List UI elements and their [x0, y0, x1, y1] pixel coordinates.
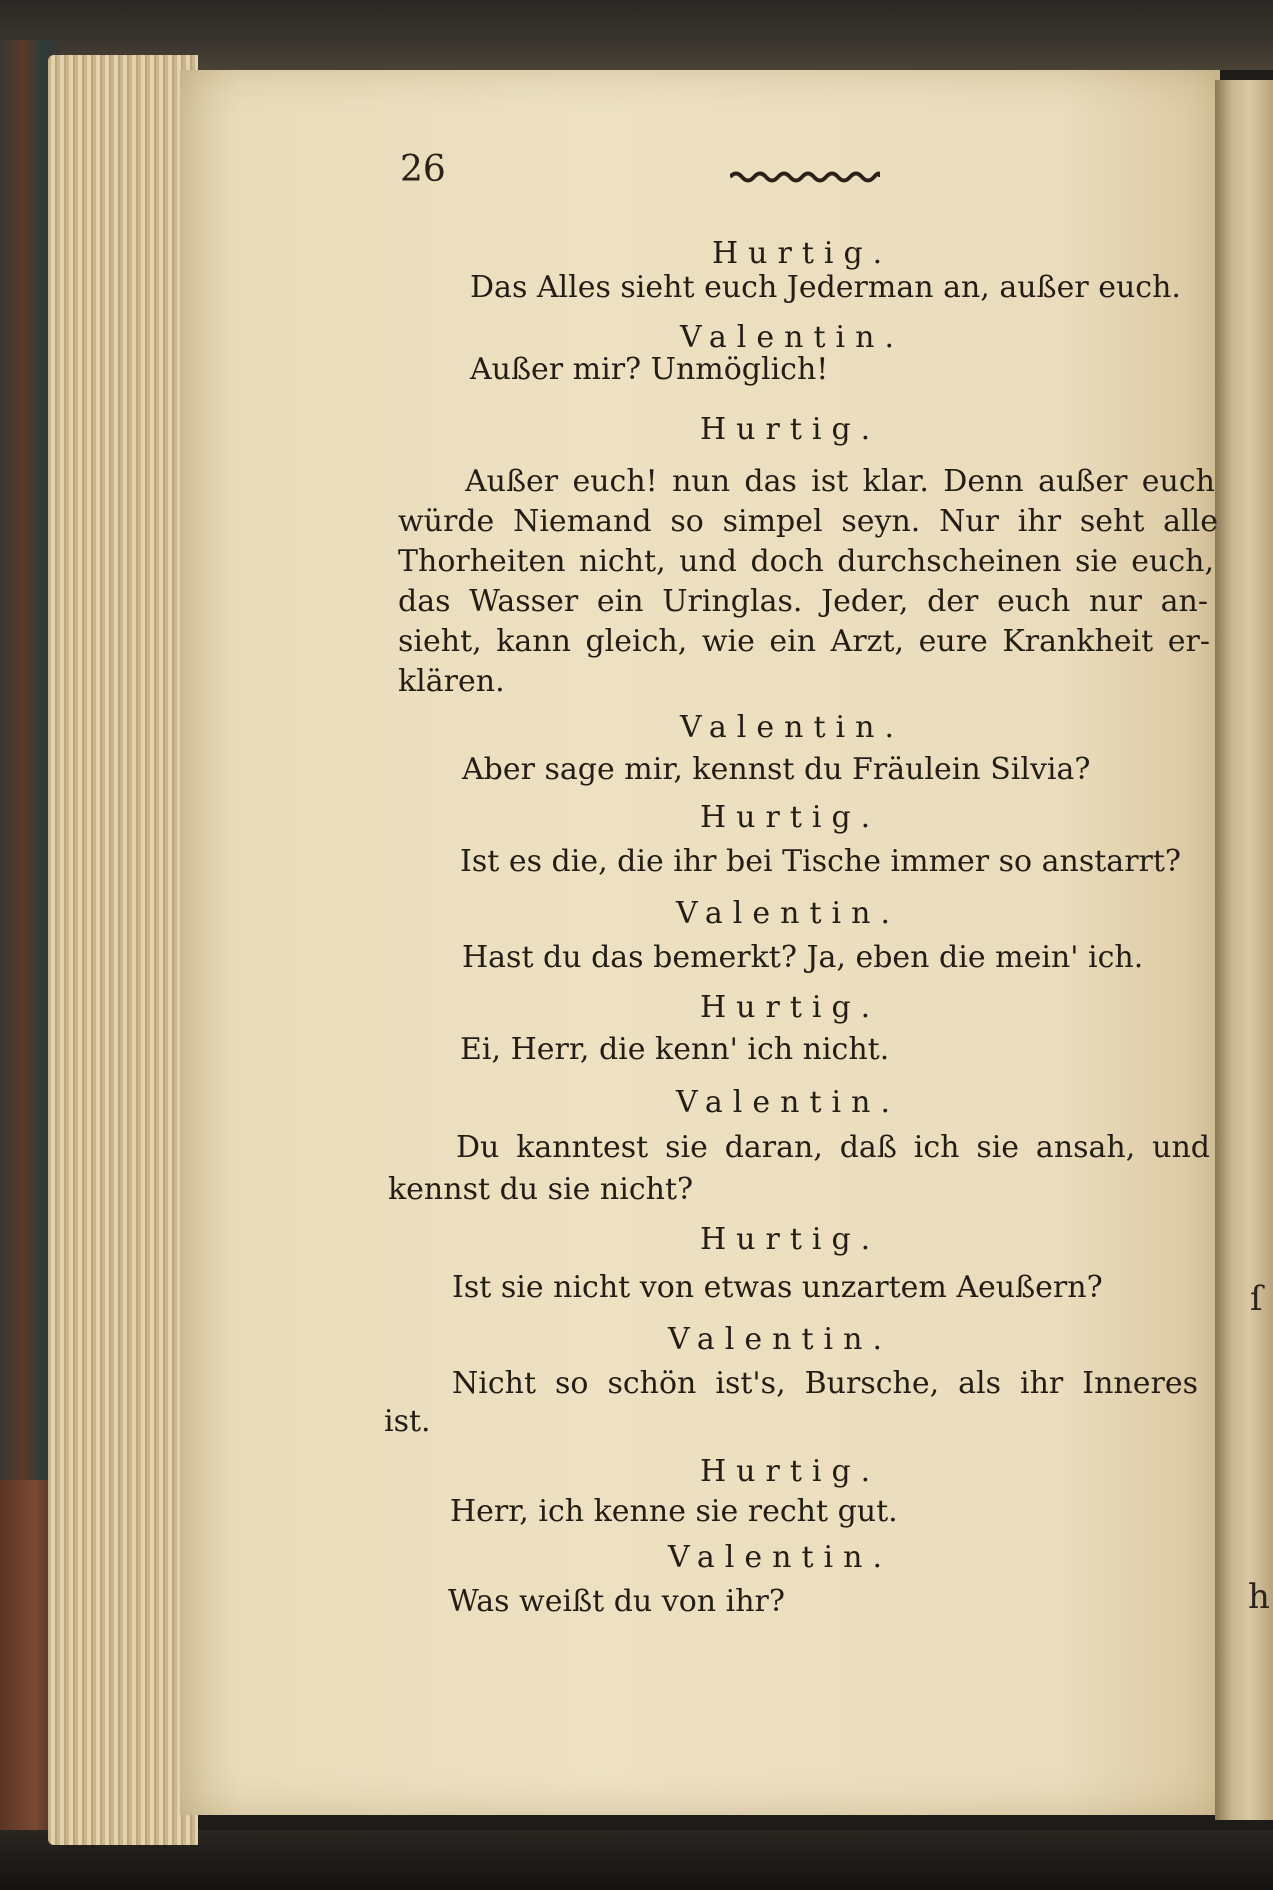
- speaker-name: Valentin.: [680, 320, 904, 355]
- speaker-name: Hurtig.: [700, 800, 881, 835]
- text-line: kennst du sie nicht?: [388, 1172, 694, 1207]
- facing-page-edge: [1215, 80, 1273, 1820]
- text-line: das Wasser ein Uringlas. Jeder, der euch nur an-: [398, 584, 1208, 619]
- bleed-through-glyph: h: [1248, 1577, 1270, 1617]
- speaker-name: Hurtig.: [700, 412, 881, 447]
- speaker-name: Hurtig.: [700, 1454, 881, 1489]
- text-line: Du kanntest sie daran, daß ich sie ansah, und: [456, 1130, 1210, 1165]
- speaker-name: Valentin.: [668, 1540, 892, 1575]
- text-line: Ist sie nicht von etwas unzartem Aeußern?: [452, 1270, 1103, 1305]
- text-line: Was weißt du von ihr?: [448, 1584, 785, 1619]
- bleed-through-glyph: ſ: [1250, 1279, 1263, 1319]
- text-line: Das Alles sieht euch Jederman an, außer euch.: [470, 270, 1181, 305]
- text-line: würde Niemand so simpel seyn. Nur ihr seht alle: [398, 504, 1218, 539]
- speaker-name: Hurtig.: [700, 990, 881, 1025]
- text-line: Außer euch! nun das ist klar. Denn außer euch: [465, 464, 1215, 499]
- page-number: 26: [400, 149, 446, 190]
- text-line: Ei, Herr, die kenn' ich nicht.: [460, 1032, 890, 1067]
- text-line: sieht, kann gleich, wie ein Arzt, eure Krankheit er-: [398, 624, 1210, 659]
- text-line: Ist es die, die ihr bei Tische immer so anstarrt?: [460, 844, 1182, 879]
- page-edges: [48, 55, 198, 1845]
- text-line: Nicht so schön ist's, Bursche, als ihr Inneres: [452, 1366, 1198, 1401]
- text-line: Hast du das bemerkt? Ja, eben die mein' ich.: [462, 940, 1144, 975]
- text-line: Herr, ich kenne sie recht gut.: [450, 1494, 898, 1529]
- speaker-name: Valentin.: [676, 1085, 900, 1120]
- text-line: Thorheiten nicht, und doch durchscheinen sie euch,: [398, 544, 1214, 579]
- speaker-name: Hurtig.: [700, 1222, 881, 1257]
- text-line: klären.: [398, 664, 505, 699]
- ornament-icon: [730, 170, 880, 184]
- speaker-name: Hurtig.: [712, 236, 893, 271]
- speaker-name: Valentin.: [668, 1322, 892, 1357]
- speaker-name: Valentin.: [680, 710, 904, 745]
- text-line: Außer mir? Unmöglich!: [470, 352, 829, 387]
- speaker-name: Valentin.: [676, 896, 900, 931]
- text-line: Aber sage mir, kennst du Fräulein Silvia?: [462, 752, 1091, 787]
- text-line: ist.: [384, 1404, 431, 1439]
